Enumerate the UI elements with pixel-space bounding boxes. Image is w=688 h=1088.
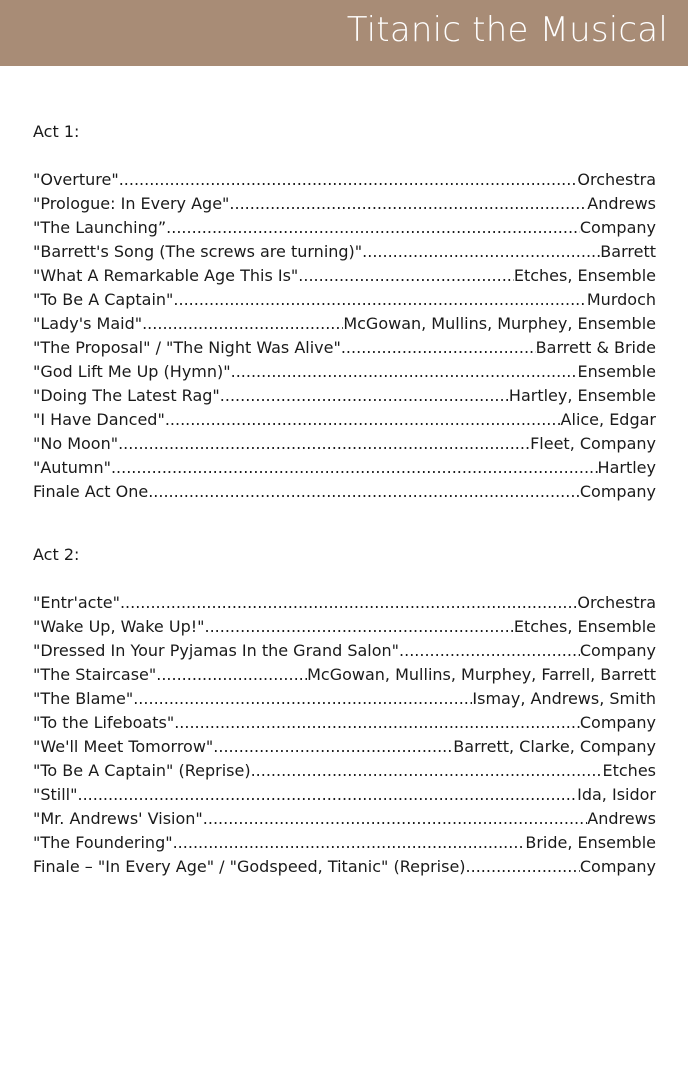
song-row bbox=[33, 783, 656, 807]
dot-leader bbox=[156, 663, 307, 687]
song-performer: Andrews bbox=[587, 194, 656, 213]
song-title: "Autumn" bbox=[33, 458, 111, 477]
song-title: "What A Remarkable Age This Is" bbox=[33, 266, 299, 285]
song-performer: Etches bbox=[602, 761, 656, 780]
song-performer: Murdoch bbox=[586, 290, 656, 309]
dot-leader bbox=[166, 216, 580, 240]
song-performer: Orchestra bbox=[577, 170, 656, 189]
song-performer: Ensemble bbox=[577, 362, 656, 381]
song-row bbox=[33, 480, 656, 504]
song-performer: Orchestra bbox=[577, 593, 656, 612]
song-title: "The Foundering" bbox=[33, 833, 173, 852]
act-2-heading: Act 2: bbox=[33, 545, 80, 564]
dot-leader bbox=[119, 168, 578, 192]
song-title: Finale – "In Every Age" / "Godspeed, Titanic" (Reprise) bbox=[33, 857, 466, 876]
song-performer: Hartley, Ensemble bbox=[508, 386, 656, 405]
dot-leader bbox=[173, 831, 526, 855]
dot-leader bbox=[251, 759, 603, 783]
song-performer: McGowan, Mullins, Murphey, Ensemble bbox=[343, 314, 656, 333]
act-1-song-list bbox=[33, 168, 656, 504]
song-title: "We'll Meet Tomorrow" bbox=[33, 737, 214, 756]
dot-leader bbox=[205, 615, 514, 639]
song-performer: Ida, Isidor bbox=[577, 785, 656, 804]
song-row bbox=[33, 687, 656, 711]
song-row bbox=[33, 240, 656, 264]
song-title: "To Be A Captain" (Reprise) bbox=[33, 761, 251, 780]
song-row bbox=[33, 288, 656, 312]
song-performer: Andrews bbox=[587, 809, 656, 828]
song-title: "Doing The Latest Rag" bbox=[33, 386, 220, 405]
song-title: "Overture" bbox=[33, 170, 119, 189]
page-title: Titanic the Musical bbox=[346, 10, 668, 50]
dot-leader bbox=[298, 264, 514, 288]
song-row bbox=[33, 336, 656, 360]
song-performer: Barrett bbox=[600, 242, 656, 261]
song-performer: Company bbox=[579, 218, 656, 237]
song-title: "To Be A Captain" bbox=[33, 290, 174, 309]
song-performer: Hartley bbox=[597, 458, 656, 477]
dot-leader bbox=[173, 288, 586, 312]
song-row bbox=[33, 432, 656, 456]
dot-leader bbox=[213, 735, 453, 759]
song-performer: Alice, Edgar bbox=[560, 410, 656, 429]
song-title: "The Staircase" bbox=[33, 665, 157, 684]
song-title: "Prologue: In Every Age" bbox=[33, 194, 230, 213]
dot-leader bbox=[341, 336, 536, 360]
song-title: "No Moon" bbox=[33, 434, 119, 453]
song-row bbox=[33, 192, 656, 216]
dot-leader bbox=[231, 360, 578, 384]
song-performer: Company bbox=[579, 857, 656, 876]
dot-leader bbox=[120, 591, 577, 615]
dot-leader bbox=[148, 480, 580, 504]
song-title: "Barrett's Song (The screws are turning)" bbox=[33, 242, 363, 261]
song-title: "Mr. Andrews' Vision" bbox=[33, 809, 203, 828]
song-row bbox=[33, 360, 656, 384]
song-row bbox=[33, 384, 656, 408]
dot-leader bbox=[165, 408, 561, 432]
song-performer: Etches, Ensemble bbox=[513, 617, 656, 636]
dot-leader bbox=[229, 192, 587, 216]
song-title: "The Blame" bbox=[33, 689, 134, 708]
song-title: "God Lift Me Up (Hymn)" bbox=[33, 362, 231, 381]
song-performer: Ismay, Andrews, Smith bbox=[472, 689, 656, 708]
dot-leader bbox=[203, 807, 587, 831]
song-performer: Barrett & Bride bbox=[535, 338, 656, 357]
dot-leader bbox=[133, 687, 472, 711]
song-performer: Barrett, Clarke, Company bbox=[453, 737, 656, 756]
song-performer: McGowan, Mullins, Murphey, Farrell, Barrett bbox=[307, 665, 656, 684]
song-row bbox=[33, 216, 656, 240]
dot-leader bbox=[362, 240, 600, 264]
song-row bbox=[33, 168, 656, 192]
act-2-song-list bbox=[33, 591, 656, 879]
song-row bbox=[33, 591, 656, 615]
song-row bbox=[33, 639, 656, 663]
dot-leader bbox=[111, 456, 598, 480]
song-row bbox=[33, 264, 656, 288]
song-row bbox=[33, 759, 656, 783]
song-row bbox=[33, 831, 656, 855]
song-row bbox=[33, 735, 656, 759]
act-1-heading: Act 1: bbox=[33, 122, 80, 141]
song-performer: Etches, Ensemble bbox=[513, 266, 656, 285]
song-row bbox=[33, 663, 656, 687]
song-title: "Entr'acte" bbox=[33, 593, 120, 612]
dot-leader bbox=[77, 783, 577, 807]
dot-leader bbox=[399, 639, 580, 663]
dot-leader bbox=[220, 384, 509, 408]
song-performer: Company bbox=[579, 482, 656, 501]
dot-leader bbox=[466, 855, 580, 879]
song-title: "The Launching” bbox=[33, 218, 167, 237]
song-row bbox=[33, 807, 656, 831]
song-row bbox=[33, 312, 656, 336]
song-row bbox=[33, 408, 656, 432]
song-title: "Still" bbox=[33, 785, 78, 804]
song-row bbox=[33, 615, 656, 639]
song-row bbox=[33, 456, 656, 480]
song-performer: Fleet, Company bbox=[530, 434, 656, 453]
song-title: "Dressed In Your Pyjamas In the Grand Salon" bbox=[33, 641, 400, 660]
song-title: Finale Act One bbox=[33, 482, 149, 501]
song-performer: Bride, Ensemble bbox=[525, 833, 656, 852]
header-banner bbox=[0, 0, 688, 66]
song-performer: Company bbox=[579, 641, 656, 660]
song-row bbox=[33, 855, 656, 879]
song-title: "The Proposal" / "The Night Was Alive" bbox=[33, 338, 341, 357]
song-title: "I Have Danced" bbox=[33, 410, 165, 429]
song-performer: Company bbox=[579, 713, 656, 732]
dot-leader bbox=[142, 312, 343, 336]
dot-leader bbox=[174, 711, 580, 735]
dot-leader bbox=[118, 432, 530, 456]
song-title: "Lady's Maid" bbox=[33, 314, 143, 333]
song-title: "Wake Up, Wake Up!" bbox=[33, 617, 205, 636]
song-row bbox=[33, 711, 656, 735]
song-title: "To the Lifeboats" bbox=[33, 713, 175, 732]
song-listing bbox=[33, 120, 656, 879]
